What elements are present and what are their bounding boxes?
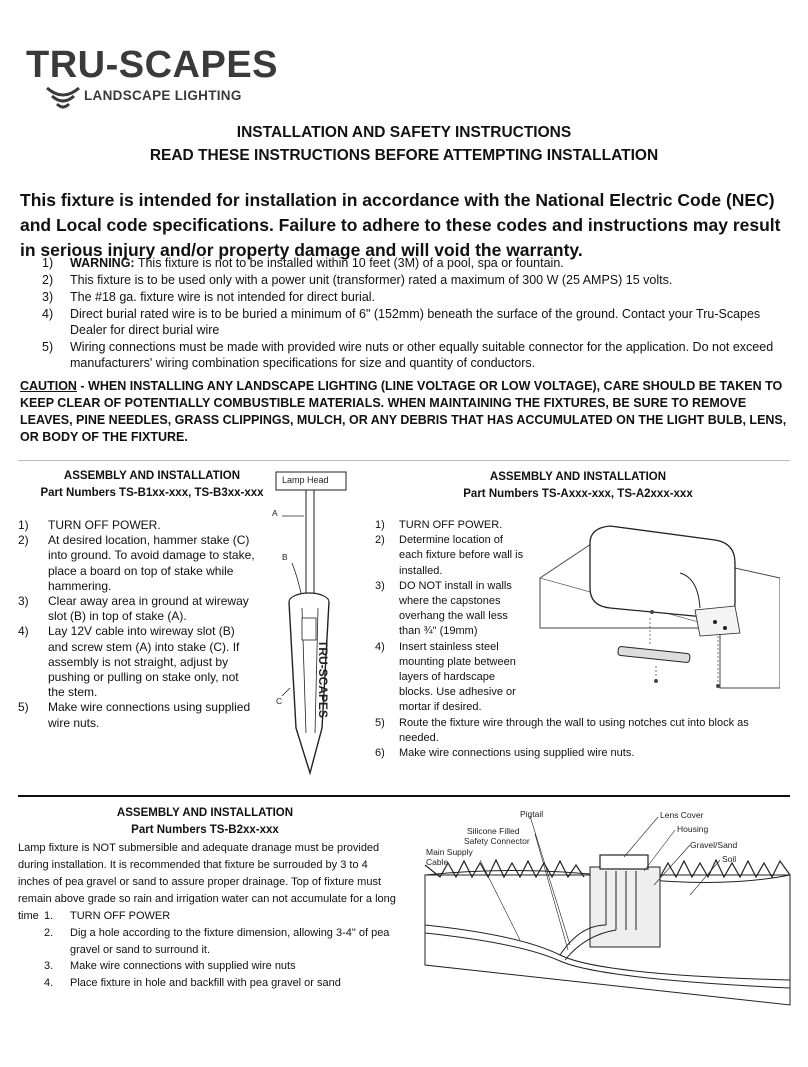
section-c-body: Lamp fixture is NOT submersible and adequate dranage must be provided during installation. It is recommended that fixture be surrouded by 3 to 4 inches of pea gravel or sand to assure proper drainage. Top of fixture must remain above grade so rain and irrigation water can not accumulate for a long time (18, 842, 396, 922)
lens-cover-label: Lens Cover (660, 810, 704, 820)
safety-rules-list (20, 255, 790, 372)
list-item: 2) Determine location of each fixture before wall is installed. (375, 534, 524, 577)
logo-tagline: LANDSCAPE LIGHTING (84, 88, 242, 103)
main-supply-label-2: Cable (426, 857, 449, 867)
warning-label: WARNING: (70, 256, 135, 270)
list-item: 5) Route the fixture wire through the wall to using notches cut into block as needed. (375, 716, 749, 744)
lamp-head-label: Lamp Head (282, 475, 329, 485)
section-c-steps (44, 908, 394, 992)
list-item: 5) Wiring connections must be made with provided wire nuts or other equally suitable connector for the application. Do not exceed manufacturers' wiring combination specifications for size and quantity of conductors. (42, 340, 774, 370)
brand-logo (22, 44, 279, 114)
list-item: 4) Direct burial rated wire is to be buried a minimum of 6" (152mm) beneath the surface of the ground. Contact your Tru-Scapes Dealer for direct burial wire (42, 307, 761, 337)
gravel-sand-label: Gravel/Sand (690, 840, 738, 850)
list-item: 3. Make wire connections with supplied wire nuts (44, 960, 296, 973)
list-item: 4. Place fixture in hole and backfill with pea gravel or sand (44, 977, 341, 990)
list-item: 1) TURN OFF POWER. (375, 519, 503, 531)
list-item: 4) Insert stainless steel mounting plate between layers of hardscape blocks. Use adhesive or mortar if desired. (375, 640, 516, 714)
sound-waves-icon (44, 84, 82, 114)
list-item: 1) TURN OFF POWER. (18, 518, 161, 532)
list-item: 5) Make wire connections using supplied wire nuts. (18, 700, 251, 730)
list-item: 2. Dig a hole according to the fixture dimension, allowing 3-4" of pea gravel or sand to surround it. (44, 926, 390, 956)
list-item: 3) Clear away area in ground at wireway slot (B) in top of stake (A). (18, 594, 249, 624)
list-item: 6) Make wire connections using supplied wire nuts. (375, 747, 635, 760)
section-a-steps (18, 518, 258, 731)
section-b-heading: ASSEMBLY AND INSTALLATION Part Numbers TS-Axxx-xxx, TS-A2xxx-xxx (463, 471, 693, 500)
caution-notice: CAUTION - WHEN INSTALLING ANY LANDSCAPE LIGHTING (LINE VOLTAGE OR LOW VOLTAGE), CARE SHOULD BE TAKEN TO KEEP CLEAR OF POTENTIALLY COMBUSTIBLE MATERIALS. WHEN MAINTAINING THE FIXTURES, BE SURE TO REMOVE LEAVES, PINE NEEDLES, GRASS CLIPPINGS, MULCH, OR ANY DEBRIS THAT HAS ACCUMULATED ON THE LIGHT BULB, LENS, OR BODY OF THE FIXTURE. (20, 379, 787, 444)
label-a: A (272, 508, 278, 518)
list-item: 3) The #18 ga. fixture wire is not intended for direct burial. (42, 290, 376, 304)
divider (18, 460, 790, 461)
divider (18, 795, 790, 797)
stake-brand-text: TRU-SCAPES (316, 640, 330, 719)
list-item: 2) At desired location, hammer stake (C) into ground. To avoid damage to stake, place a board on top of stake while hammering. (18, 533, 255, 593)
list-item: 1) WARNING: This fixture is not to be installed within 10 feet (3M) of a pool, spa or fountain. (42, 256, 564, 270)
page-subtitle: READ THESE INSTRUCTIONS BEFORE ATTEMPTING INSTALLATION (149, 147, 659, 164)
housing-label: Housing (677, 824, 709, 834)
pigtail-label: Pigtail (520, 809, 544, 819)
page-title: INSTALLATION AND SAFETY INSTRUCTIONS (236, 124, 572, 141)
stake-diagram (262, 468, 362, 778)
list-item: 3) DO NOT install in walls where the capstones overhang the wall less than ¾" (19mm) (375, 579, 512, 638)
section-c-heading: ASSEMBLY AND INSTALLATION Part Numbers TS-B2xx-xxx (116, 807, 294, 836)
list-item: 4) Lay 12V cable into wireway slot (B) and screw stem (A) into stake (C). If assembly is not straight, adjust by pushing or pulling on stake only, not the stem. (18, 624, 240, 700)
soil-label: Soil (722, 854, 737, 864)
main-supply-label-1: Main Supply (426, 847, 473, 857)
label-c: C (276, 696, 283, 706)
section-a-heading: ASSEMBLY AND INSTALLATION Part Numbers TS-B1xx-xxx, TS-B3xx-xxx (40, 470, 264, 499)
intro-paragraph: This fixture is intended for installation in accordance with the National Electric Code (NEC) and Local code specifications. Failure to adhere to these codes and instructions may result in serious injury and/or property damage and will void the warranty. (20, 190, 781, 260)
silicone-connector-label-2: Safety Connector (464, 836, 530, 846)
wall-fixture-diagram (530, 518, 780, 698)
logo-brand-text: TRU-SCAPES (26, 44, 279, 86)
list-item: 1. TURN OFF POWER (44, 910, 171, 922)
caution-label: CAUTION (20, 379, 77, 393)
silicone-connector-label-1: Silicone Filled (467, 826, 520, 836)
list-item: 2) This fixture is to be used only with a power unit (transformer) rated a maximum of 300 W (25 AMPS) 15 volts. (42, 273, 673, 287)
label-b: B (282, 552, 288, 562)
in-ground-fixture-diagram (420, 805, 795, 1015)
